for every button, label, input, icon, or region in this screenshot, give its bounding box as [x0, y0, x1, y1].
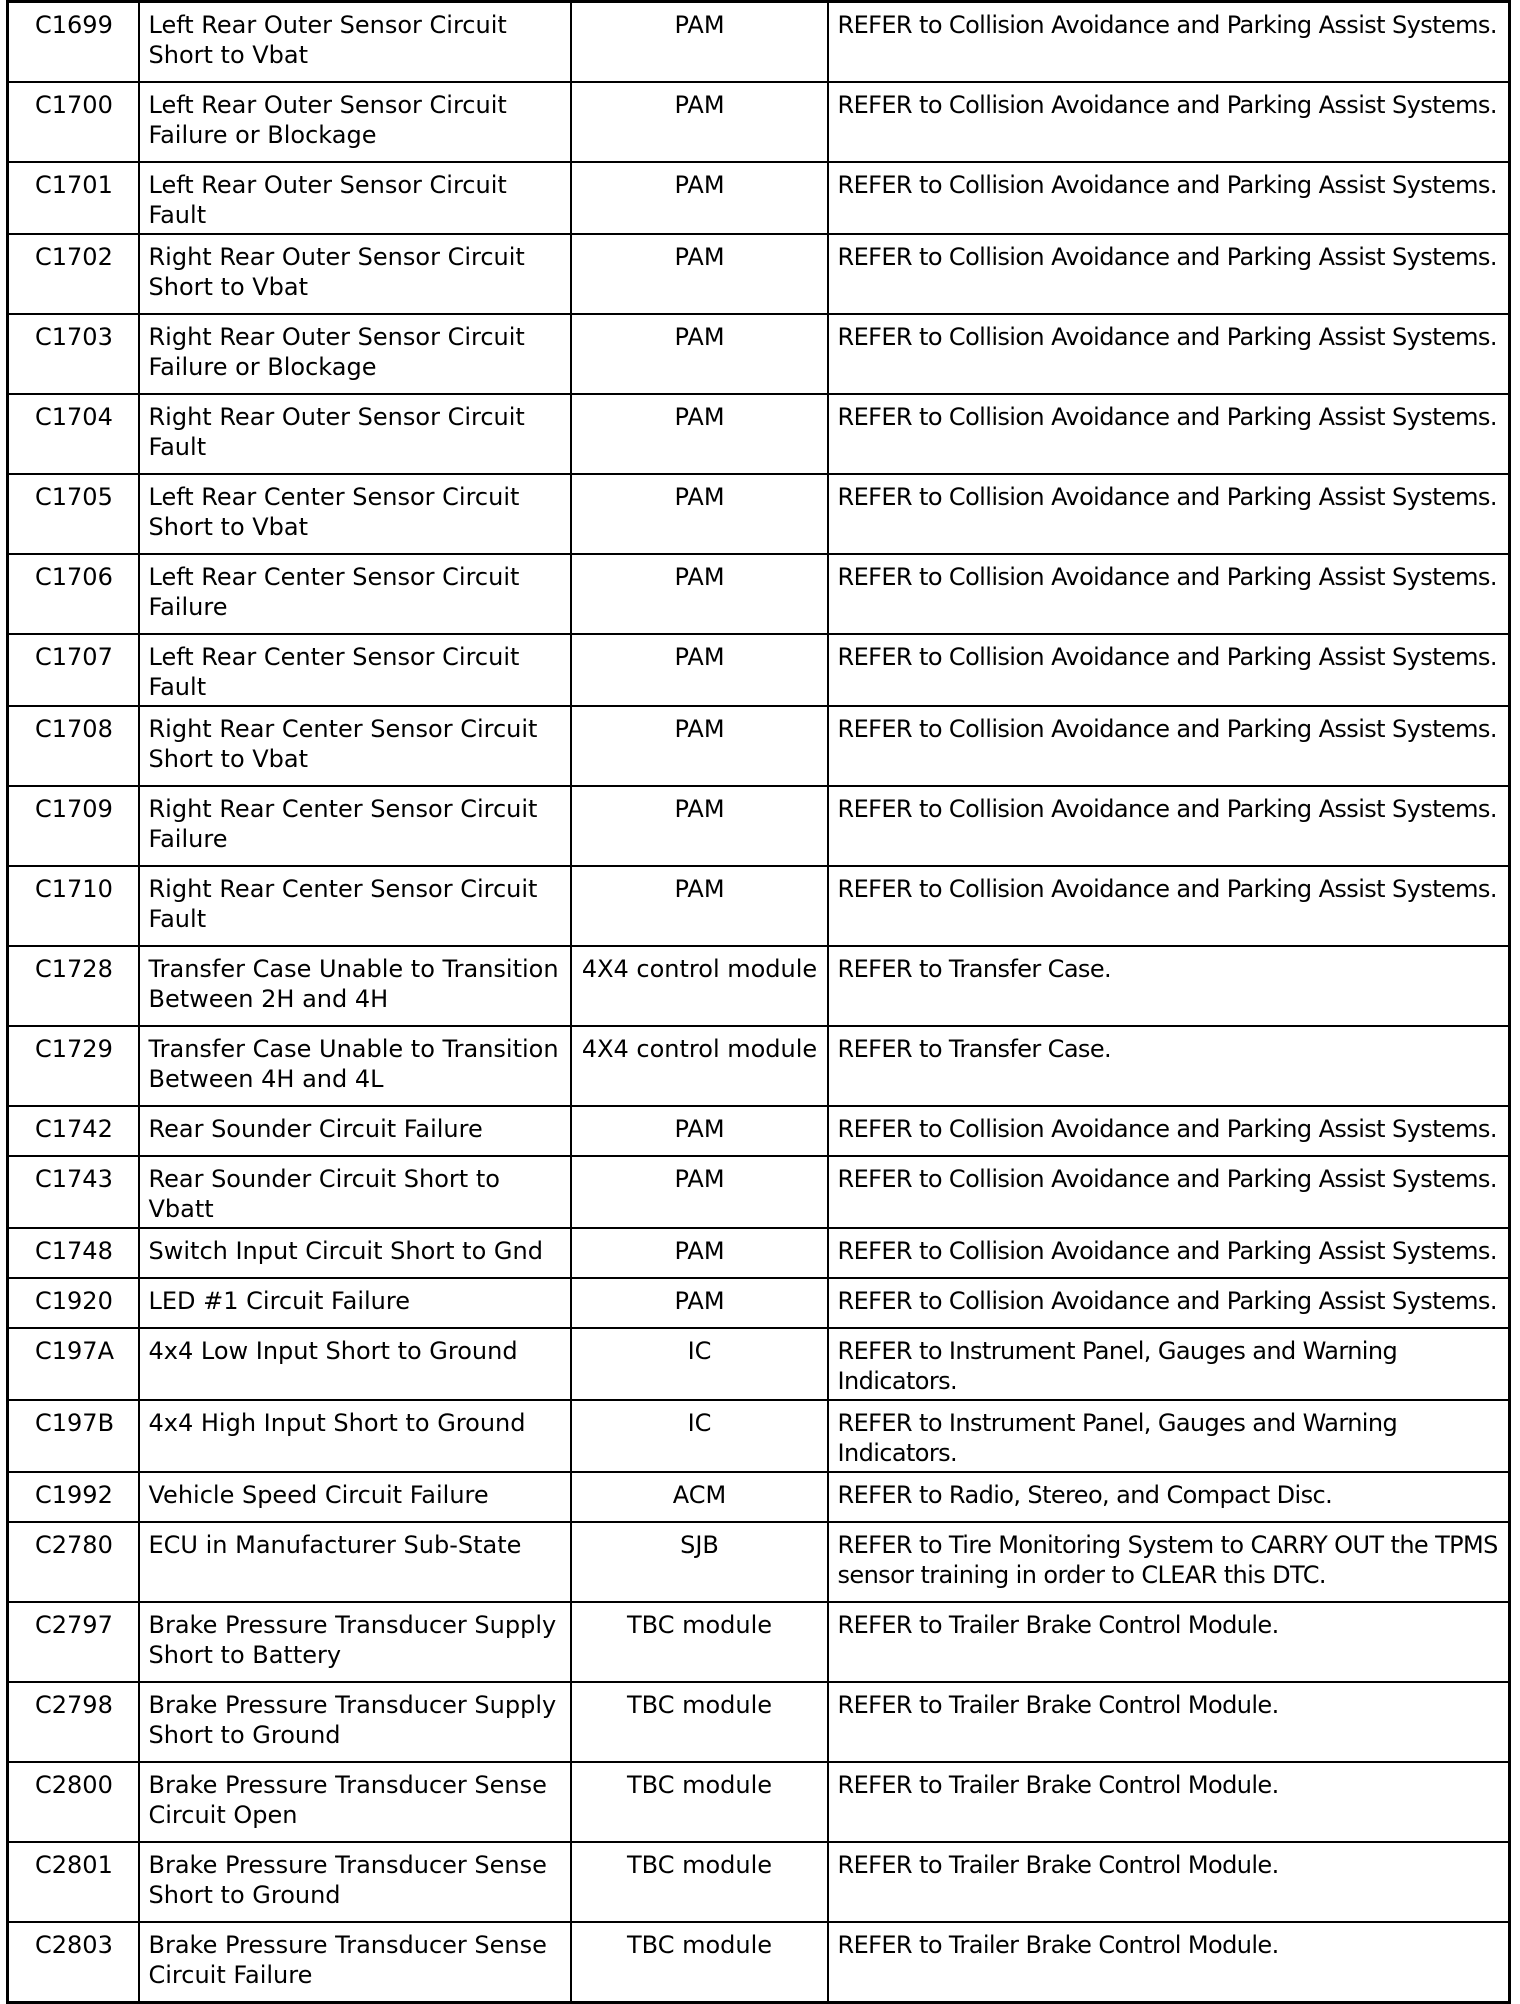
description-cell: Rear Sounder Circuit Failure	[139, 1106, 571, 1156]
action-cell: REFER to Radio, Stereo, and Compact Disc.	[828, 1472, 1510, 1522]
module-cell: TBC module	[571, 1922, 828, 2003]
dtc-code-cell: C2803	[8, 1922, 139, 2003]
action-cell: REFER to Trailer Brake Control Module.	[828, 1682, 1510, 1762]
action-cell: REFER to Collision Avoidance and Parking Assist Systems.	[828, 1106, 1510, 1156]
action-cell: REFER to Trailer Brake Control Module.	[828, 1762, 1510, 1842]
description-cell: ECU in Manufacturer Sub-State	[139, 1522, 571, 1602]
description-cell: Vehicle Speed Circuit Failure	[139, 1472, 571, 1522]
action-cell: REFER to Tire Monitoring System to CARRY OUT the TPMS sensor training in order to CLEAR this DTC.	[828, 1522, 1510, 1602]
table-row	[8, 394, 1510, 474]
table-row	[8, 1400, 1510, 1472]
dtc-code-cell: C2780	[8, 1522, 139, 1602]
dtc-code-cell: C1703	[8, 314, 139, 394]
action-cell: REFER to Collision Avoidance and Parking Assist Systems.	[828, 394, 1510, 474]
description-cell: Left Rear Outer Sensor Circuit Failure or Blockage	[139, 82, 571, 162]
action-cell: REFER to Collision Avoidance and Parking Assist Systems.	[828, 554, 1510, 634]
description-cell: 4x4 Low Input Short to Ground	[139, 1328, 571, 1400]
action-cell: REFER to Collision Avoidance and Parking Assist Systems.	[828, 2, 1510, 83]
dtc-code-cell: C1992	[8, 1472, 139, 1522]
description-cell: Right Rear Center Sensor Circuit Fault	[139, 866, 571, 946]
table-row	[8, 1328, 1510, 1400]
table-row	[8, 1602, 1510, 1682]
dtc-code-cell: C1920	[8, 1278, 139, 1328]
module-cell: TBC module	[571, 1842, 828, 1922]
dtc-code-cell: C2798	[8, 1682, 139, 1762]
description-cell: Brake Pressure Transducer Sense Circuit Open	[139, 1762, 571, 1842]
table-row	[8, 1682, 1510, 1762]
module-cell: PAM	[571, 1278, 828, 1328]
table-row	[8, 1156, 1510, 1228]
action-cell: REFER to Collision Avoidance and Parking Assist Systems.	[828, 1156, 1510, 1228]
dtc-code-cell: C1701	[8, 162, 139, 234]
dtc-code-cell: C1707	[8, 634, 139, 706]
dtc-code-cell: C1708	[8, 706, 139, 786]
action-cell: REFER to Collision Avoidance and Parking Assist Systems.	[828, 866, 1510, 946]
description-cell: Right Rear Center Sensor Circuit Short to Vbat	[139, 706, 571, 786]
table-row	[8, 554, 1510, 634]
description-cell: Right Rear Outer Sensor Circuit Short to Vbat	[139, 234, 571, 314]
module-cell: IC	[571, 1400, 828, 1472]
action-cell: REFER to Transfer Case.	[828, 946, 1510, 1026]
dtc-code-cell: C1705	[8, 474, 139, 554]
dtc-table-body	[8, 2, 1510, 2003]
module-cell: PAM	[571, 394, 828, 474]
action-cell: REFER to Collision Avoidance and Parking Assist Systems.	[828, 162, 1510, 234]
description-cell: Brake Pressure Transducer Supply Short to Battery	[139, 1602, 571, 1682]
table-row	[8, 866, 1510, 946]
description-cell: Transfer Case Unable to Transition Between 2H and 4H	[139, 946, 571, 1026]
action-cell: REFER to Trailer Brake Control Module.	[828, 1602, 1510, 1682]
table-row	[8, 2, 1510, 83]
table-row	[8, 1762, 1510, 1842]
action-cell: REFER to Collision Avoidance and Parking Assist Systems.	[828, 314, 1510, 394]
description-cell: Left Rear Center Sensor Circuit Failure	[139, 554, 571, 634]
table-row	[8, 1522, 1510, 1602]
action-cell: REFER to Transfer Case.	[828, 1026, 1510, 1106]
table-row	[8, 234, 1510, 314]
action-cell: REFER to Collision Avoidance and Parking Assist Systems.	[828, 634, 1510, 706]
table-row	[8, 946, 1510, 1026]
table-row	[8, 1228, 1510, 1278]
dtc-code-cell: C1743	[8, 1156, 139, 1228]
action-cell: REFER to Collision Avoidance and Parking Assist Systems.	[828, 786, 1510, 866]
module-cell: 4X4 control module	[571, 1026, 828, 1106]
module-cell: SJB	[571, 1522, 828, 1602]
action-cell: REFER to Collision Avoidance and Parking Assist Systems.	[828, 474, 1510, 554]
module-cell: IC	[571, 1328, 828, 1400]
dtc-code-cell: C2797	[8, 1602, 139, 1682]
dtc-code-cell: C2800	[8, 1762, 139, 1842]
dtc-code-cell: C1709	[8, 786, 139, 866]
module-cell: PAM	[571, 234, 828, 314]
description-cell: Rear Sounder Circuit Short to Vbatt	[139, 1156, 571, 1228]
dtc-table	[6, 0, 1511, 2004]
module-cell: 4X4 control module	[571, 946, 828, 1026]
description-cell: Right Rear Outer Sensor Circuit Failure or Blockage	[139, 314, 571, 394]
module-cell: PAM	[571, 1106, 828, 1156]
action-cell: REFER to Instrument Panel, Gauges and Warning Indicators.	[828, 1400, 1510, 1472]
module-cell: PAM	[571, 82, 828, 162]
table-row	[8, 82, 1510, 162]
module-cell: TBC module	[571, 1602, 828, 1682]
table-row	[8, 706, 1510, 786]
module-cell: TBC module	[571, 1762, 828, 1842]
action-cell: REFER to Collision Avoidance and Parking Assist Systems.	[828, 1228, 1510, 1278]
module-cell: TBC module	[571, 1682, 828, 1762]
dtc-code-cell: C1742	[8, 1106, 139, 1156]
dtc-code-cell: C197A	[8, 1328, 139, 1400]
description-cell: Transfer Case Unable to Transition Between 4H and 4L	[139, 1026, 571, 1106]
table-row	[8, 1842, 1510, 1922]
action-cell: REFER to Collision Avoidance and Parking Assist Systems.	[828, 706, 1510, 786]
description-cell: Right Rear Center Sensor Circuit Failure	[139, 786, 571, 866]
dtc-code-cell: C1728	[8, 946, 139, 1026]
dtc-code-cell: C1748	[8, 1228, 139, 1278]
action-cell: REFER to Collision Avoidance and Parking Assist Systems.	[828, 82, 1510, 162]
description-cell: Left Rear Center Sensor Circuit Short to Vbat	[139, 474, 571, 554]
table-row	[8, 1278, 1510, 1328]
action-cell: REFER to Instrument Panel, Gauges and Warning Indicators.	[828, 1328, 1510, 1400]
module-cell: PAM	[571, 1228, 828, 1278]
dtc-code-cell: C1704	[8, 394, 139, 474]
action-cell: REFER to Trailer Brake Control Module.	[828, 1922, 1510, 2003]
table-row	[8, 786, 1510, 866]
table-row	[8, 474, 1510, 554]
table-row	[8, 1922, 1510, 2003]
module-cell: PAM	[571, 2, 828, 83]
module-cell: PAM	[571, 634, 828, 706]
description-cell: Brake Pressure Transducer Sense Short to Ground	[139, 1842, 571, 1922]
dtc-code-cell: C1706	[8, 554, 139, 634]
action-cell: REFER to Trailer Brake Control Module.	[828, 1842, 1510, 1922]
dtc-code-cell: C1702	[8, 234, 139, 314]
module-cell: PAM	[571, 866, 828, 946]
module-cell: PAM	[571, 706, 828, 786]
description-cell: Right Rear Outer Sensor Circuit Fault	[139, 394, 571, 474]
module-cell: PAM	[571, 786, 828, 866]
dtc-code-cell: C1729	[8, 1026, 139, 1106]
module-cell: PAM	[571, 474, 828, 554]
module-cell: ACM	[571, 1472, 828, 1522]
description-cell: Left Rear Center Sensor Circuit Fault	[139, 634, 571, 706]
description-cell: Brake Pressure Transducer Supply Short to Ground	[139, 1682, 571, 1762]
table-row	[8, 162, 1510, 234]
dtc-code-cell: C197B	[8, 1400, 139, 1472]
table-row	[8, 1106, 1510, 1156]
action-cell: REFER to Collision Avoidance and Parking Assist Systems.	[828, 1278, 1510, 1328]
dtc-code-cell: C1700	[8, 82, 139, 162]
description-cell: Switch Input Circuit Short to Gnd	[139, 1228, 571, 1278]
table-row	[8, 634, 1510, 706]
module-cell: PAM	[571, 314, 828, 394]
dtc-code-cell: C1710	[8, 866, 139, 946]
table-row	[8, 1472, 1510, 1522]
module-cell: PAM	[571, 162, 828, 234]
description-cell: Brake Pressure Transducer Sense Circuit Failure	[139, 1922, 571, 2003]
table-row	[8, 1026, 1510, 1106]
description-cell: LED #1 Circuit Failure	[139, 1278, 571, 1328]
dtc-code-cell: C2801	[8, 1842, 139, 1922]
table-row	[8, 314, 1510, 394]
description-cell: Left Rear Outer Sensor Circuit Fault	[139, 162, 571, 234]
module-cell: PAM	[571, 1156, 828, 1228]
module-cell: PAM	[571, 554, 828, 634]
action-cell: REFER to Collision Avoidance and Parking Assist Systems.	[828, 234, 1510, 314]
description-cell: 4x4 High Input Short to Ground	[139, 1400, 571, 1472]
dtc-code-cell: C1699	[8, 2, 139, 83]
description-cell: Left Rear Outer Sensor Circuit Short to Vbat	[139, 2, 571, 83]
